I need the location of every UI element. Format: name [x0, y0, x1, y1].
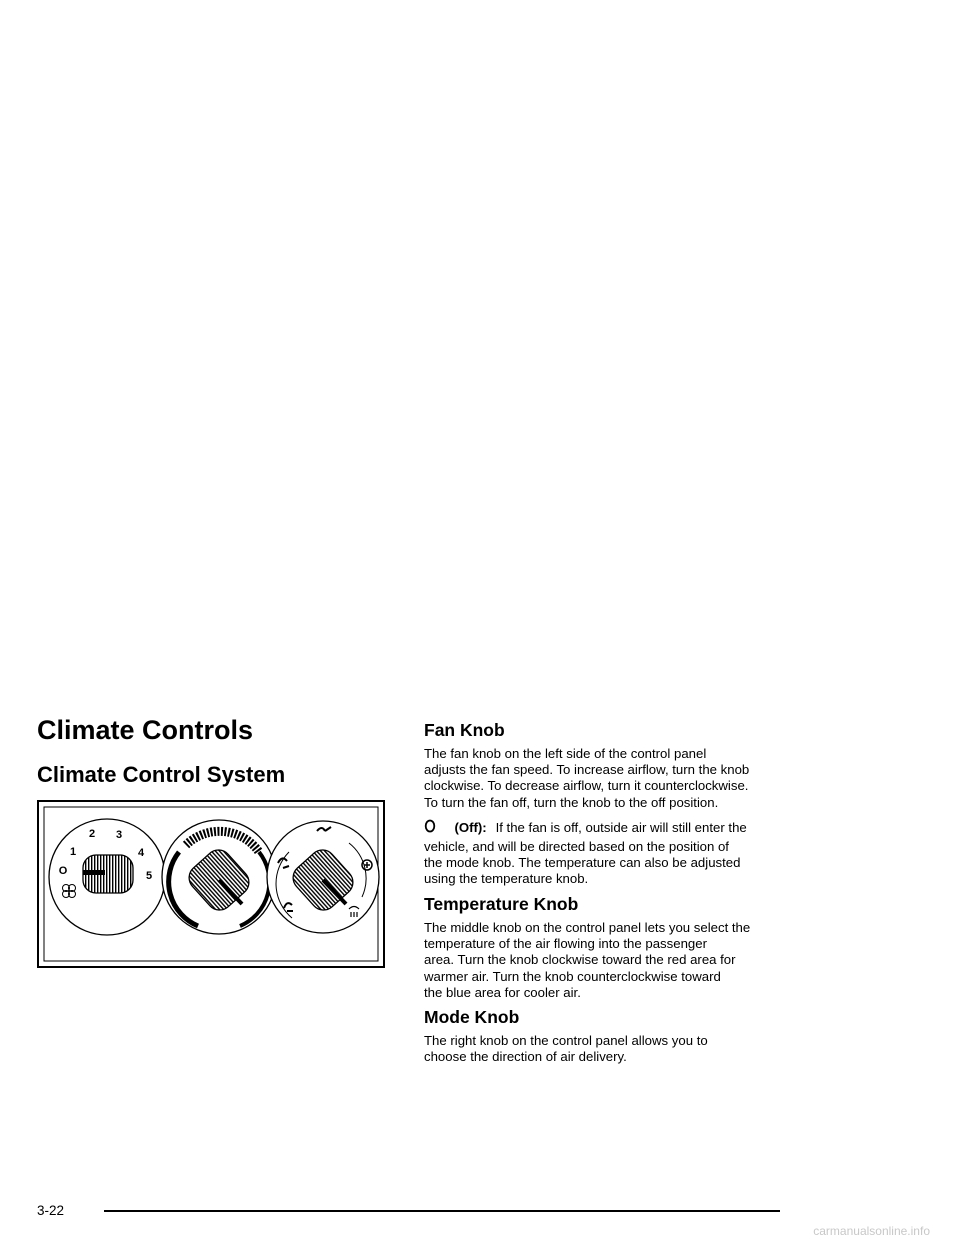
fan-knob-heading: Fan Knob	[424, 720, 505, 740]
fan-knob-pointer	[83, 870, 105, 875]
fan-knob-dial	[49, 819, 165, 935]
watermark: carmanualsonline.info	[813, 1224, 930, 1238]
fan-off-line: vehicle, and will be directed based on the position of	[424, 839, 729, 854]
fan-off-line: the mode knob. The temperature can also be adjusted	[424, 855, 741, 871]
fan-knob-paragraph	[424, 746, 796, 811]
temperature-knob-line: The middle knob on the control panel lets you select the	[424, 920, 751, 935]
temperature-knob-line: warmer air. Turn the knob counterclockwise toward	[424, 968, 721, 984]
mode-knob-line: The right knob on the control panel allows you to	[424, 1033, 708, 1048]
mode-knob-dial	[267, 821, 379, 933]
temperature-knob-paragraph	[424, 920, 796, 1001]
off-first-line: If the fan is off, outside air will still enter the	[495, 820, 747, 835]
off-icon	[424, 819, 436, 833]
mode-knob-heading: Mode Knob	[424, 1007, 520, 1027]
fan-off-line: using the temperature knob.	[424, 871, 589, 887]
fan-knob-line: To turn the fan off, turn the knob to the off position.	[424, 794, 719, 810]
fan-scale-1: 1	[69, 846, 77, 858]
fan-scale-4: 4	[137, 847, 145, 859]
fan-off-continued	[424, 839, 796, 888]
climate-control-panel-figure	[37, 800, 385, 968]
fan-knob-line: The fan knob on the left side of the control panel	[424, 746, 707, 761]
fan-knob-line: clockwise. To decrease airflow, turn it counterclockwise.	[424, 778, 749, 794]
page-number: 3-22	[37, 1203, 65, 1218]
footer-rule	[104, 1210, 780, 1212]
mode-knob-paragraph	[424, 1033, 796, 1065]
section-title: Climate Control System	[37, 762, 286, 787]
fan-scale-5: 5	[145, 870, 153, 882]
page-title: Climate Controls	[37, 715, 254, 745]
fan-scale-2: 2	[88, 828, 96, 840]
fan-off-paragraph	[424, 819, 796, 837]
fan-knob-line: adjusts the fan speed. To increase airflow, turn the knob	[424, 762, 750, 778]
fan-scale-3: 3	[115, 829, 123, 841]
temperature-knob-line: area. Turn the knob clockwise toward the red area for	[424, 952, 736, 968]
mode-knob-line: choose the direction of air delivery.	[424, 1049, 627, 1065]
temperature-knob-dial	[162, 820, 276, 934]
temperature-knob-line: temperature of the air flowing into the passenger	[424, 936, 707, 952]
fan-scale-0: O	[58, 865, 68, 877]
temperature-knob-line: the blue area for cooler air.	[424, 984, 581, 1000]
temperature-knob-heading: Temperature Knob	[424, 894, 579, 914]
off-label: (Off):	[454, 820, 487, 835]
